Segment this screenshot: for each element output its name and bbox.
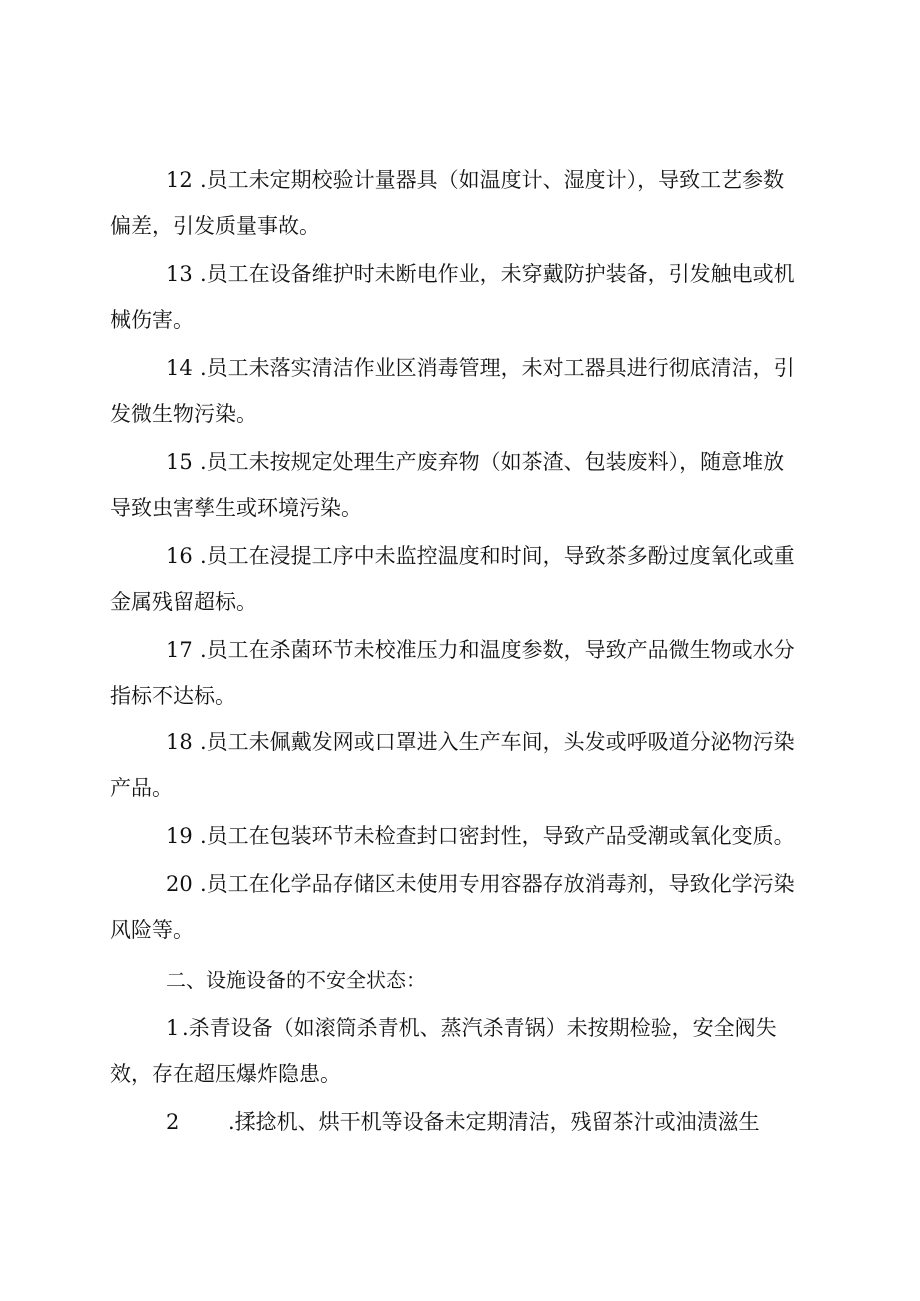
item-text: 金属残留超标。 <box>110 590 257 614</box>
item-text: .员工在设备维护时未断电作业，未穿戴防护装备，引发触电或机 <box>200 262 795 286</box>
item-number: 19 <box>166 824 193 848</box>
list-item <box>0 1008 920 1048</box>
item-number: 14 <box>166 356 193 380</box>
list-item <box>0 816 920 856</box>
item-number: 17 <box>166 638 193 662</box>
item-number: 18 <box>166 730 193 754</box>
list-item <box>0 722 920 762</box>
item-text: .员工在浸提工序中未监控温度和时间，导致茶多酚过度氧化或重 <box>200 544 795 568</box>
item-text: 偏差，引发质量事故。 <box>110 214 320 238</box>
item-text: 发微生物污染。 <box>110 402 257 426</box>
item-text: .员工未佩戴发网或口罩进入生产车间，头发或呼吸道分泌物污染 <box>200 730 795 754</box>
section-heading <box>0 960 920 1000</box>
section-title: 二、设施设备的不安全状态： <box>166 968 426 992</box>
list-item-continuation <box>0 488 920 528</box>
list-item <box>0 630 920 670</box>
list-item-continuation <box>0 1054 920 1094</box>
item-number: 16 <box>166 544 193 568</box>
item-text: .员工未定期校验计量器具（如温度计、湿度计），导致工艺参数 <box>200 168 785 192</box>
list-item-continuation <box>0 582 920 622</box>
item-number: 1 <box>166 1016 180 1040</box>
item-text: 效，存在超压爆炸隐患。 <box>110 1062 341 1086</box>
list-item <box>0 348 920 388</box>
list-item-continuation <box>0 300 920 340</box>
item-text: .员工未按规定处理生产废弃物（如茶渣、包装废料），随意堆放 <box>200 450 785 474</box>
item-text: 械伤害。 <box>110 308 194 332</box>
item-text: 指标不达标。 <box>110 684 236 708</box>
item-text: .员工在包装环节未检查封口密封性，导致产品受潮或氧化变质。 <box>200 824 795 848</box>
list-item-continuation <box>0 394 920 434</box>
list-item <box>0 442 920 482</box>
list-item <box>0 1102 920 1142</box>
item-text: .员工在杀菌环节未校准压力和温度参数，导致产品微生物或水分 <box>200 638 795 662</box>
item-text: .揉捻机、烘干机等设备未定期清洁，残留茶汁或油渍滋生 <box>228 1110 760 1134</box>
list-item-continuation <box>0 768 920 808</box>
list-item <box>0 160 920 200</box>
item-number: 20 <box>166 872 193 896</box>
item-text: .员工未落实清洁作业区消毒管理，未对工器具进行彻底清洁，引 <box>200 356 795 380</box>
item-number: 12 <box>166 168 193 192</box>
list-item <box>0 864 920 904</box>
item-text: .员工在化学品存储区未使用专用容器存放消毒剂，导致化学污染 <box>200 872 795 896</box>
list-item <box>0 536 920 576</box>
list-item <box>0 254 920 294</box>
item-text: 风险等。 <box>110 918 194 942</box>
list-item-continuation <box>0 676 920 716</box>
list-item-continuation <box>0 206 920 246</box>
list-item-continuation <box>0 910 920 950</box>
item-number: 2 <box>166 1110 180 1134</box>
item-number: 13 <box>166 262 193 286</box>
item-text: 导致虫害孳生或环境污染。 <box>110 496 362 520</box>
item-number: 15 <box>166 450 193 474</box>
item-text: 产品。 <box>110 776 173 800</box>
item-text: .杀青设备（如滚筒杀青机、蒸汽杀青锅）未按期检验，安全阀失 <box>182 1016 777 1040</box>
